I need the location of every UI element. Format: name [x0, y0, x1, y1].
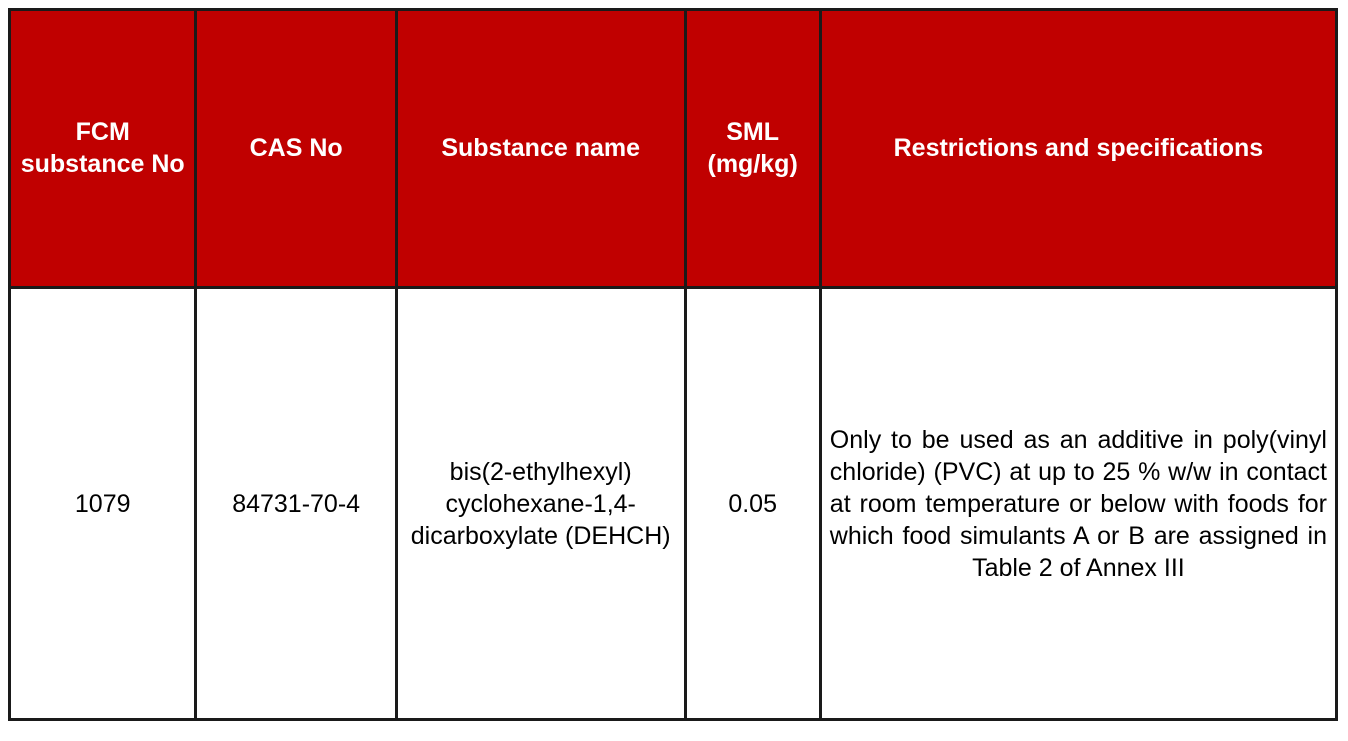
- cell-sml: 0.05: [685, 288, 820, 720]
- table-body: [10, 288, 1337, 720]
- table-header: [10, 10, 1337, 288]
- cell-fcm-substance-no: 1079: [10, 288, 196, 720]
- column-header-sml: SML (mg/kg): [685, 10, 820, 288]
- cell-restrictions: Only to be used as an additive in poly(vinyl chloride) (PVC) at up to 25 % w/w in contact at room temperature or below with foods for which food simulants A or B are assigned in Table 2 of Annex III: [820, 288, 1336, 720]
- column-header-restrictions: Restrictions and specifications: [820, 10, 1336, 288]
- substance-table: [8, 8, 1338, 721]
- column-header-fcm-substance-no: FCM substance No: [10, 10, 196, 288]
- table-header-row: [10, 10, 1337, 288]
- cell-substance-name: bis(2-ethylhexyl) cyclohexane-1,4-dicarboxylate (DEHCH): [396, 288, 685, 720]
- table-row: [10, 288, 1337, 720]
- cell-cas-no: 84731-70-4: [196, 288, 396, 720]
- column-header-cas-no: CAS No: [196, 10, 396, 288]
- column-header-substance-name: Substance name: [396, 10, 685, 288]
